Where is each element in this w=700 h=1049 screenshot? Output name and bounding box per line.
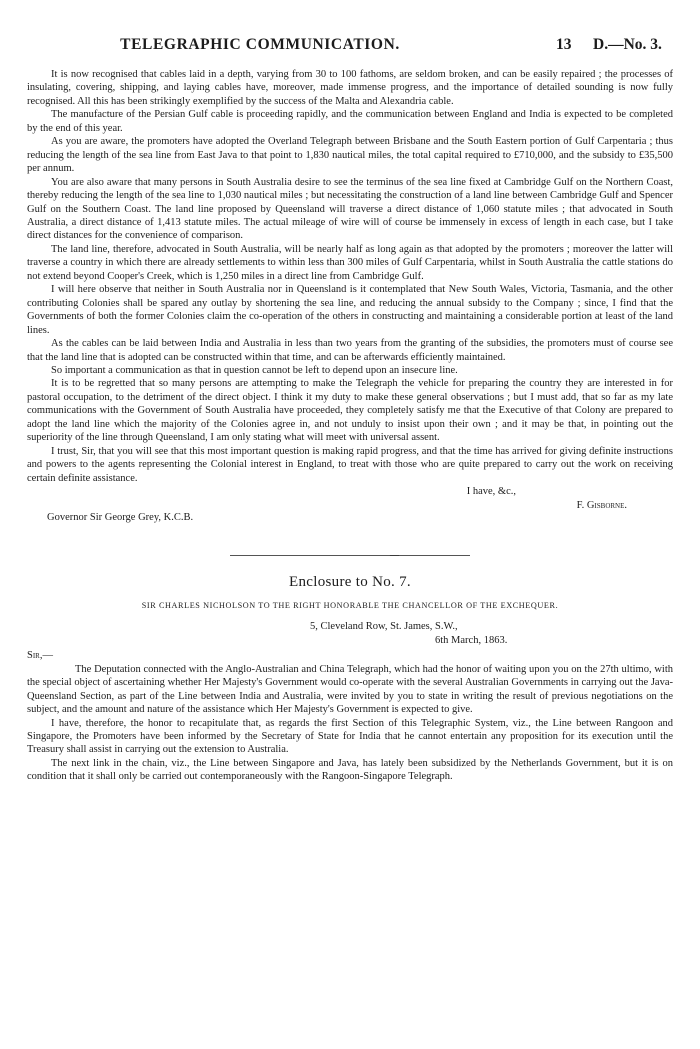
letter-paragraph: The manufacture of the Persian Gulf cable is proceeding rapidly, and the communication between England and India is expected to be completed by the end of this year. xyxy=(27,109,673,134)
page-body xyxy=(27,68,673,784)
signature-block xyxy=(27,501,673,529)
letter-paragraph: You are also aware that many persons in South Australia desire to see the terminus of the sea line fixed at Cambridge Gulf on the Northern Coast, thereby reducing the length of the sea line to 1,030 nautical miles ; but necessitating the construction of a land line between Cambridge Gulf and Spencer Gulf on the Southern Coast. The land line proposed by Queensland will traverse a direct distance of 1,060 statute miles ; that advocated in South Australia, a direct distance of 1,413 statute miles. The actual mileage of wire will of course be immensely in excess of length in each case, but I take direct distances for the convenience of comparison. xyxy=(27,176,673,242)
letter-date: 6th March, 1863. xyxy=(435,634,508,646)
page-header xyxy=(0,36,700,58)
letter-paragraph: So important a communication as that in question cannot be left to depend upon an insecure line. xyxy=(51,364,458,376)
letter-paragraph: As the cables can be laid between India and Australia in less than two years from the granting of the subsidies, the promoters must of course see that the land line that is adopted can be constructed within that time, and can be afterwards efficiently maintained. xyxy=(27,338,673,363)
section-divider xyxy=(230,549,470,560)
letter-paragraph: It is now recognised that cables laid in a depth, varying from 30 to 100 fathoms, are seldom broken, and can be easily repaired ; the processes of insulating, covering, shipping, and laying cables have, moreover, made immense progress, and the importance of detailed sounding is now fully recognised. All this has been strikingly exemplified by the success of the Malta and Alexandria cable. xyxy=(27,69,673,107)
letter-closing: I have, &c., xyxy=(466,486,516,498)
salutation: Sir,— xyxy=(27,650,53,662)
enclosure-paragraph: The Deputation connected with the Anglo-Australian and China Telegraph, which had the honor of waiting upon you on the 27th ultimo, with the special object of ascertaining whether Her Majesty's Government would co-operate with the several Australian Governments in carrying out the Java-Queensland Section, as part of the Line between India and Australia, were invited by you to state in writing the result of previous negotiations on the subject, and the amount and nature of the assistance which Her Majesty's Government is expected to give. xyxy=(27,663,673,716)
letter-paragraph: It is to be regretted that so many persons are attempting to make the Telegraph the vehicle for preparing the country they are interested in for pastoral occupation, to the detriment of the direct object. I think it my duty to make these general observations ; but I must add, that so far as my late communications with the Government of South Australia have proceeded, they completely satisfy me that the Executive of that Colony are prepared to adopt the land line which the majority of the Colonies agree in, and not unduly to insist upon their own ; and it may be that, in pointing out the superiority of the line through Queensland, I am only stating what will meet with universal assent. xyxy=(27,378,673,444)
sender-address: 5, Cleveland Row, St. James, S.W., xyxy=(310,621,458,633)
letter-signature: F. Gisborne. xyxy=(576,499,627,511)
letter-addressee: Governor Sir George Grey, K.C.B. xyxy=(47,511,194,523)
letter-paragraph: The land line, therefore, advocated in South Australia, will be nearly half as long again as that adopted by the promoters ; moreover the latter will traverse a country in which there are already settlements to within less than 300 miles of Gulf Carpentaria, whilst in South Australia the cattle stations do not extend beyond Cooper's Creek, which is 1,250 miles in a direct line from Cambridge Gulf. xyxy=(27,243,673,282)
letter-paragraph: As you are aware, the promoters have adopted the Overland Telegraph between Brisbane and the South Eastern portion of Gulf Carpentaria ; thus reducing the length of the sea line from East Java to that point to 1,830 nautical miles, the total capital required to £710,000, and the subsidy to £35,500 per annum. xyxy=(27,136,673,175)
divider-ornament-icon: — xyxy=(390,549,399,560)
running-title: TELEGRAPHIC COMMUNICATION. xyxy=(120,36,400,53)
enclosure-subtitle: SIR CHARLES NICHOLSON TO THE RIGHT HONORABLE THE CHANCELLOR OF THE EXCHEQUER. xyxy=(141,600,559,610)
enclosure-paragraph: The next link in the chain, viz., the Line between Singapore and Java, has lately been subsidized by the Netherlands Government, but it is on condition that it shall only be carried out contemporaneously with the Rangoon-Singapore Telegraph. xyxy=(27,757,673,783)
page-number: 13 xyxy=(556,36,572,53)
document-reference: D.—No. 3. xyxy=(593,36,662,53)
enclosure-paragraph: I have, therefore, the honor to recapitulate that, as regards the first Section of this Telegraphic System, viz., the Line between Rangoon and Singapore, the Promoters have been informed by the Secretary of State for India that he cannot entertain any proposition for its execution until the Treasury shall assist in carrying out the extension to Australia. xyxy=(27,717,673,756)
enclosure-title: Enclosure to No. 7. xyxy=(289,573,411,590)
letter-paragraph: I will here observe that neither in South Australia nor in Queensland is it contemplated that New South Wales, Victoria, Tasmania, and the other contributing Colonies shall be spared any outlay by shortening the sea line, and reducing the annual subsidy to the Company ; since, I find that the Governments of both the former Colonies claim the co-operation of the others in constructing and maintaining a considerable portion at least of the land lines. xyxy=(27,284,673,336)
letter-paragraph: I trust, Sir, that you will see that this most important question is making rapid progress, and that the time has arrived for giving definite instructions and powers to the agents representing the Colonial interest in England, to treat with those who are quite prepared to carry out the work on receiving certain definite assistance. xyxy=(27,445,673,484)
